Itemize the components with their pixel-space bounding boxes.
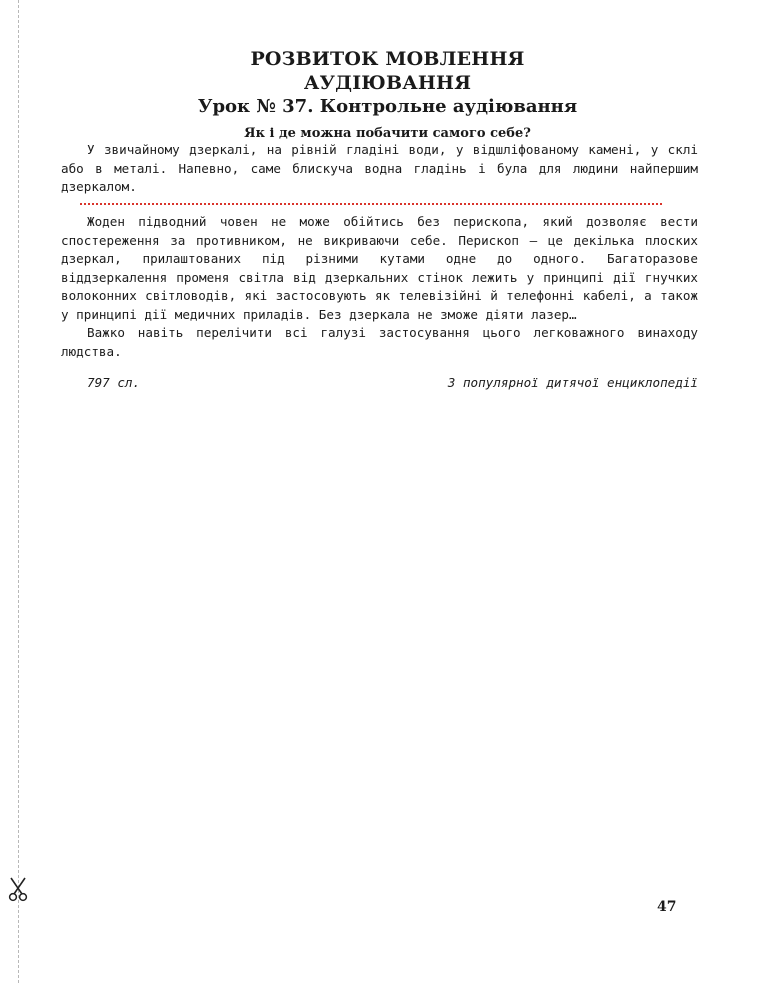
source-citation: З популярної дитячої енциклопедії [447, 375, 698, 390]
lesson-title: Урок № 37. Контрольне аудіювання [197, 96, 578, 117]
intro-paragraph: У звичайному дзеркалі, на рівній гладіні води, у відшліфованому камені, у склі або в металі. Напевно, саме блискуча водна гладінь і була для людини найпершим дзеркалом. [61, 142, 698, 194]
question-heading: Як і де можна побачити самого себе? [244, 126, 531, 141]
intro-text [61, 141, 698, 197]
section-title-line2: АУДІЮВАННЯ [303, 72, 472, 94]
dotted-separator [80, 203, 662, 205]
cut-line [18, 0, 19, 983]
paragraph-1: Жоден підводний човен не може обійтись без перископа, який дозволяє вести спостереження за противником, не викриваючи себе. Перископ — це декілька плоских дзеркал, прилаштованих під різними кутами одне до одного. Багаторазове віддзеркалення променя світла від дзеркальних стінок лежить у принципі дії гнучких волоконних світловодів, які застосовують як телевізійні й телефонні кабелі, а також у принципі дії медичних приладів. Без дзеркала не зможе діяти лазер… [61, 214, 698, 322]
paragraph-2: Важко навіть перелічити всі галузі застосування цього легковажного винаходу людства. [61, 325, 698, 359]
page-number: 47 [657, 899, 677, 915]
scissors-icon [7, 876, 29, 902]
main-text [61, 213, 698, 361]
word-count: 797 сл. [87, 375, 141, 390]
section-title-line1: РОЗВИТОК МОВЛЕННЯ [250, 48, 525, 70]
